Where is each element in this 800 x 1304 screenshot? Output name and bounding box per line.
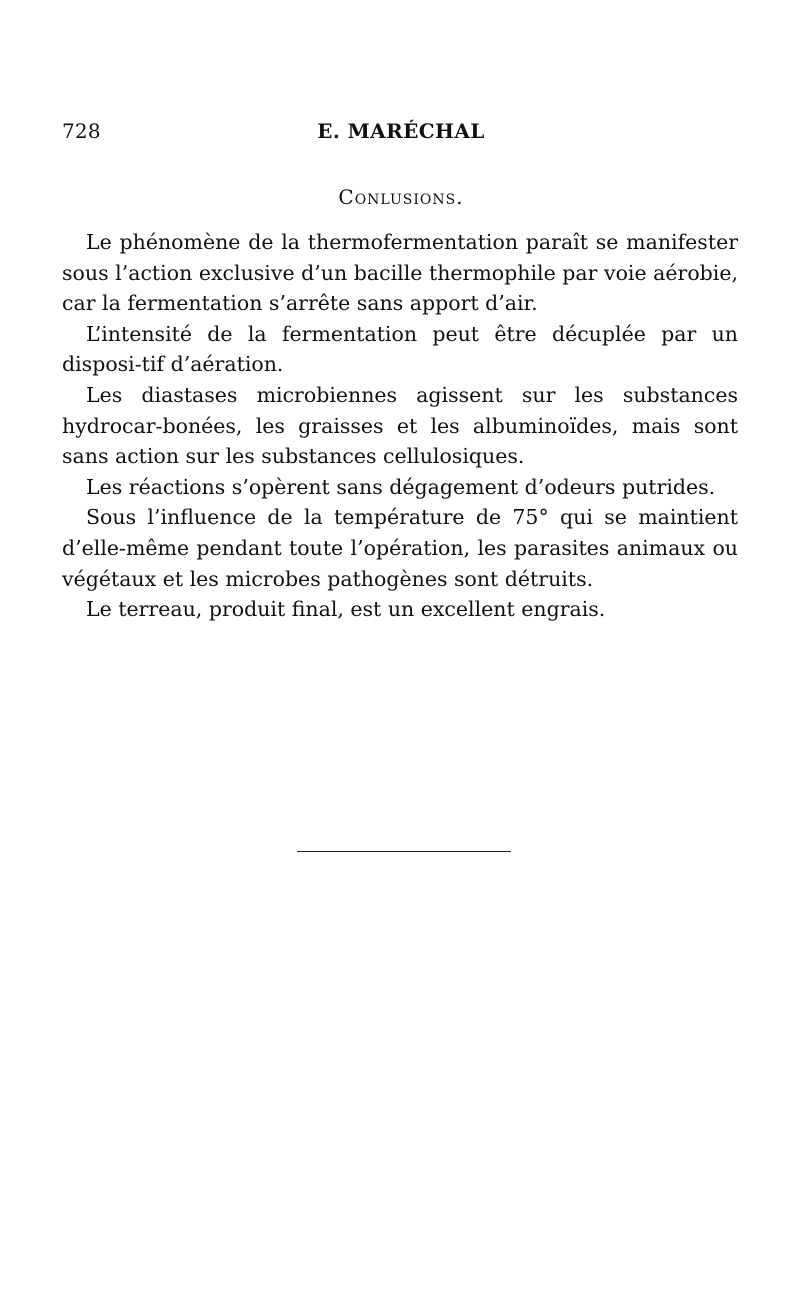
section-title: Conlusions. [338, 185, 464, 209]
running-head-author: E. MARÉCHAL [317, 119, 485, 143]
running-header [62, 117, 740, 145]
paragraph-thermofermentation: Le phénomène de la thermofermentation paraît se manifester sous l’action exclusive d’un bacille thermophile par voie aérobie, car la fermentation s’arrête sans apport d’air. [62, 230, 738, 316]
page-number: 728 [62, 119, 101, 143]
paragraph-reactions: Les réactions s’opèrent sans dégagement d’odeurs putrides. [86, 474, 716, 499]
paragraph-aeration: L’intensité de la fermentation peut être décuplée par un disposi-tif d’aération. [62, 321, 738, 377]
paragraph-temperature: Sous l’influence de la température de 75° qui se maintient d’elle-même pendant toute l’opération, les parasites animaux ou végétaux et les microbes pathogènes sont détruits. [62, 505, 738, 591]
paragraph-diastases: Les diastases microbiennes agissent sur les substances hydrocar-bonées, les graisses et les albuminoïdes, mais sont sans action sur les substances cellulosiques. [62, 382, 738, 469]
paragraph-terreau: Le terreau, produit final, est un excellent engrais. [86, 597, 606, 622]
end-divider-rule [297, 851, 511, 852]
body-text [62, 227, 738, 625]
